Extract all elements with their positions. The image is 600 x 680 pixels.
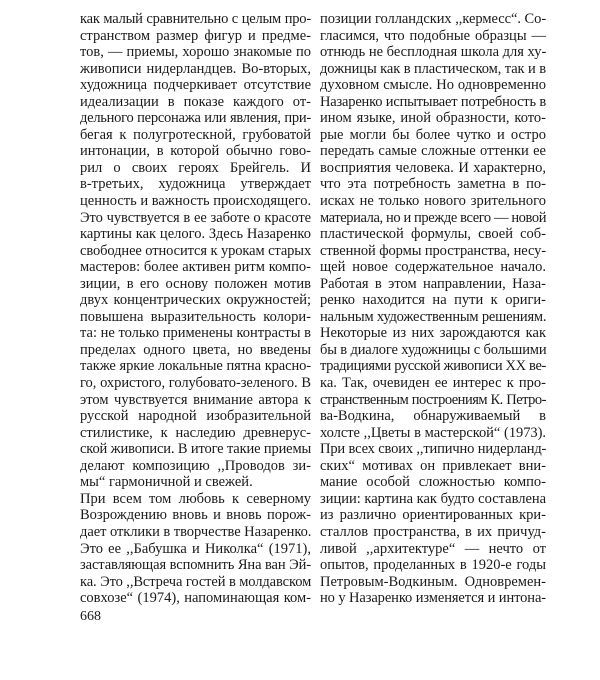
text-line: Это ее ,,Бабушка и Николка“ (1971), [80, 540, 311, 557]
text-line: художница подчеркивает отсутствие [80, 77, 311, 94]
text-line: мание особой сложностью компо- [320, 474, 546, 491]
text-line: духовном смысле. Но одновременно [320, 77, 546, 94]
text-line: пределах одного цвета, но введены [80, 341, 311, 358]
text-line: исках не только нового зрительного [320, 193, 546, 210]
text-line: ка. Так, очевиден ее интерес к про- [320, 375, 546, 392]
text-line: стилистике, к наследию древнерус- [80, 424, 311, 441]
text-line: идеализации в показе каждого от- [80, 93, 311, 110]
right-text-column [320, 11, 546, 607]
text-line: как малый сравнительно с целым про- [80, 11, 311, 27]
text-line: опытов, проделанных в 1920-е годы [320, 557, 546, 574]
text-line: странственным построениям К. Петро- [320, 391, 546, 408]
text-line: мы“ гармоничной и свежей. [80, 474, 253, 491]
text-line: Некоторые из них зарождаются как [320, 325, 546, 342]
text-line: ва-Водкина, обнаруживаемый в [320, 408, 546, 425]
text-line: дает отклики в творчестве Назаренко. [80, 523, 312, 540]
text-line: ценность и важность происходящего. [80, 193, 312, 210]
page-number: 668 [80, 609, 101, 624]
text-line: что эта потребность заметна в по- [320, 176, 546, 193]
text-line: го, охристого, голубовато-зеленого. В [80, 375, 311, 392]
text-line: также яркие локальные пятна красно- [80, 358, 311, 375]
text-line: повышена выразительность колори- [80, 308, 311, 325]
text-line: При всех своих ,,типично нидерланд- [320, 441, 547, 458]
text-line: бы в диалоге художницы с большими [320, 341, 547, 358]
text-line: дожницы как в пластическом, так и в [320, 60, 546, 77]
text-line: но у Назаренко изменяется и интона- [320, 590, 547, 607]
text-line: традициями русской живописи XX ве- [320, 358, 547, 375]
text-line: свободнее относится к урокам старых [80, 242, 312, 259]
text-line: зиции: картина как будто составлена [320, 490, 547, 507]
text-line: передать самые сложные оттенки ее [320, 143, 546, 160]
text-line: восприятия человека. И характерно, [320, 159, 546, 176]
text-line: рые могли бы более чутко и остро [320, 126, 546, 143]
text-line: ливой ,,архитектуре“ — нечто от [320, 540, 546, 557]
text-line: мастеров: более активен ритм компо- [80, 259, 311, 276]
text-line: Это чувствуется в ее заботе о красоте [80, 209, 311, 226]
text-line: тов, — приемы, хорошо знакомые по [80, 44, 311, 61]
text-line: интонации, в которой обычно гово- [80, 143, 311, 160]
text-line: странством размер фигур и предме- [80, 27, 311, 44]
text-line: пластической формулы, своей соб- [320, 226, 546, 243]
text-line: в-третьих, художница утверждает [80, 176, 311, 193]
text-line: совхозе“ (1974), напоминающая ком- [80, 590, 311, 607]
text-line: Возрождению вновь и вновь порож- [80, 507, 311, 524]
text-line: рил о своих героях Брейгель. И [80, 159, 311, 176]
text-line: заставляющая вспомнить Яна ван Эй- [80, 557, 311, 574]
text-line: щей новое содержательное начало. [320, 259, 546, 276]
text-line: та: не только применены контрасты в [80, 325, 311, 342]
text-line: русской народной изобразительной [80, 408, 311, 425]
text-line: ской живописи. В итоге такие приемы [80, 441, 312, 458]
text-line: ственной формы пространства, несу- [320, 242, 546, 259]
text-line: Назаренко испытывает потребность в [320, 93, 546, 110]
text-line: Работая в этом направлении, Наза- [320, 275, 546, 292]
text-line: картины как целого. Здесь Назаренко [80, 226, 311, 243]
text-line: ских“ мотивах он привлекает вни- [320, 457, 546, 474]
text-line: дельного персонажа или явления, при- [80, 110, 311, 127]
left-text-column [80, 11, 311, 607]
text-line: позиции голландских ,,кермесс“. Со- [320, 11, 547, 27]
text-line: ином языке, иной образности, кото- [320, 110, 546, 127]
text-line: материала, но и прежде всего — новой [320, 209, 547, 226]
text-line: холсте ,,Цветы в мастерской“ (1973). [320, 424, 546, 441]
text-line: делают композицию ,,Проводов зи- [80, 457, 311, 474]
text-line: сталлов пространства, в их причуд- [320, 523, 546, 540]
text-line: Петровым-Водкиным. Одновремен- [320, 573, 546, 590]
text-line: бегая к полугротескной, грубоватой [80, 126, 311, 143]
text-line: зиции, в его основу положен мотив [80, 275, 311, 292]
text-line: из различно ориентированных кри- [320, 507, 546, 524]
text-line: ренко находится на пути к ориги- [320, 292, 546, 309]
text-line: живописи нидерландцев. Во-вторых, [80, 60, 311, 77]
text-line: этом чувствуется внимание автора к [80, 391, 311, 408]
text-line: ка. Это ,,Встреча гостей в молдавском [80, 573, 312, 590]
text-line: При всем том любовь к северному [80, 490, 311, 507]
text-line: двух концентрических окружностей; [80, 292, 311, 309]
text-line: гласимся, что подобные образцы — [320, 27, 546, 44]
text-line: нальным художественным решениям. [320, 308, 547, 325]
text-line: отнюдь не бесплодная школа для ху- [320, 44, 547, 61]
